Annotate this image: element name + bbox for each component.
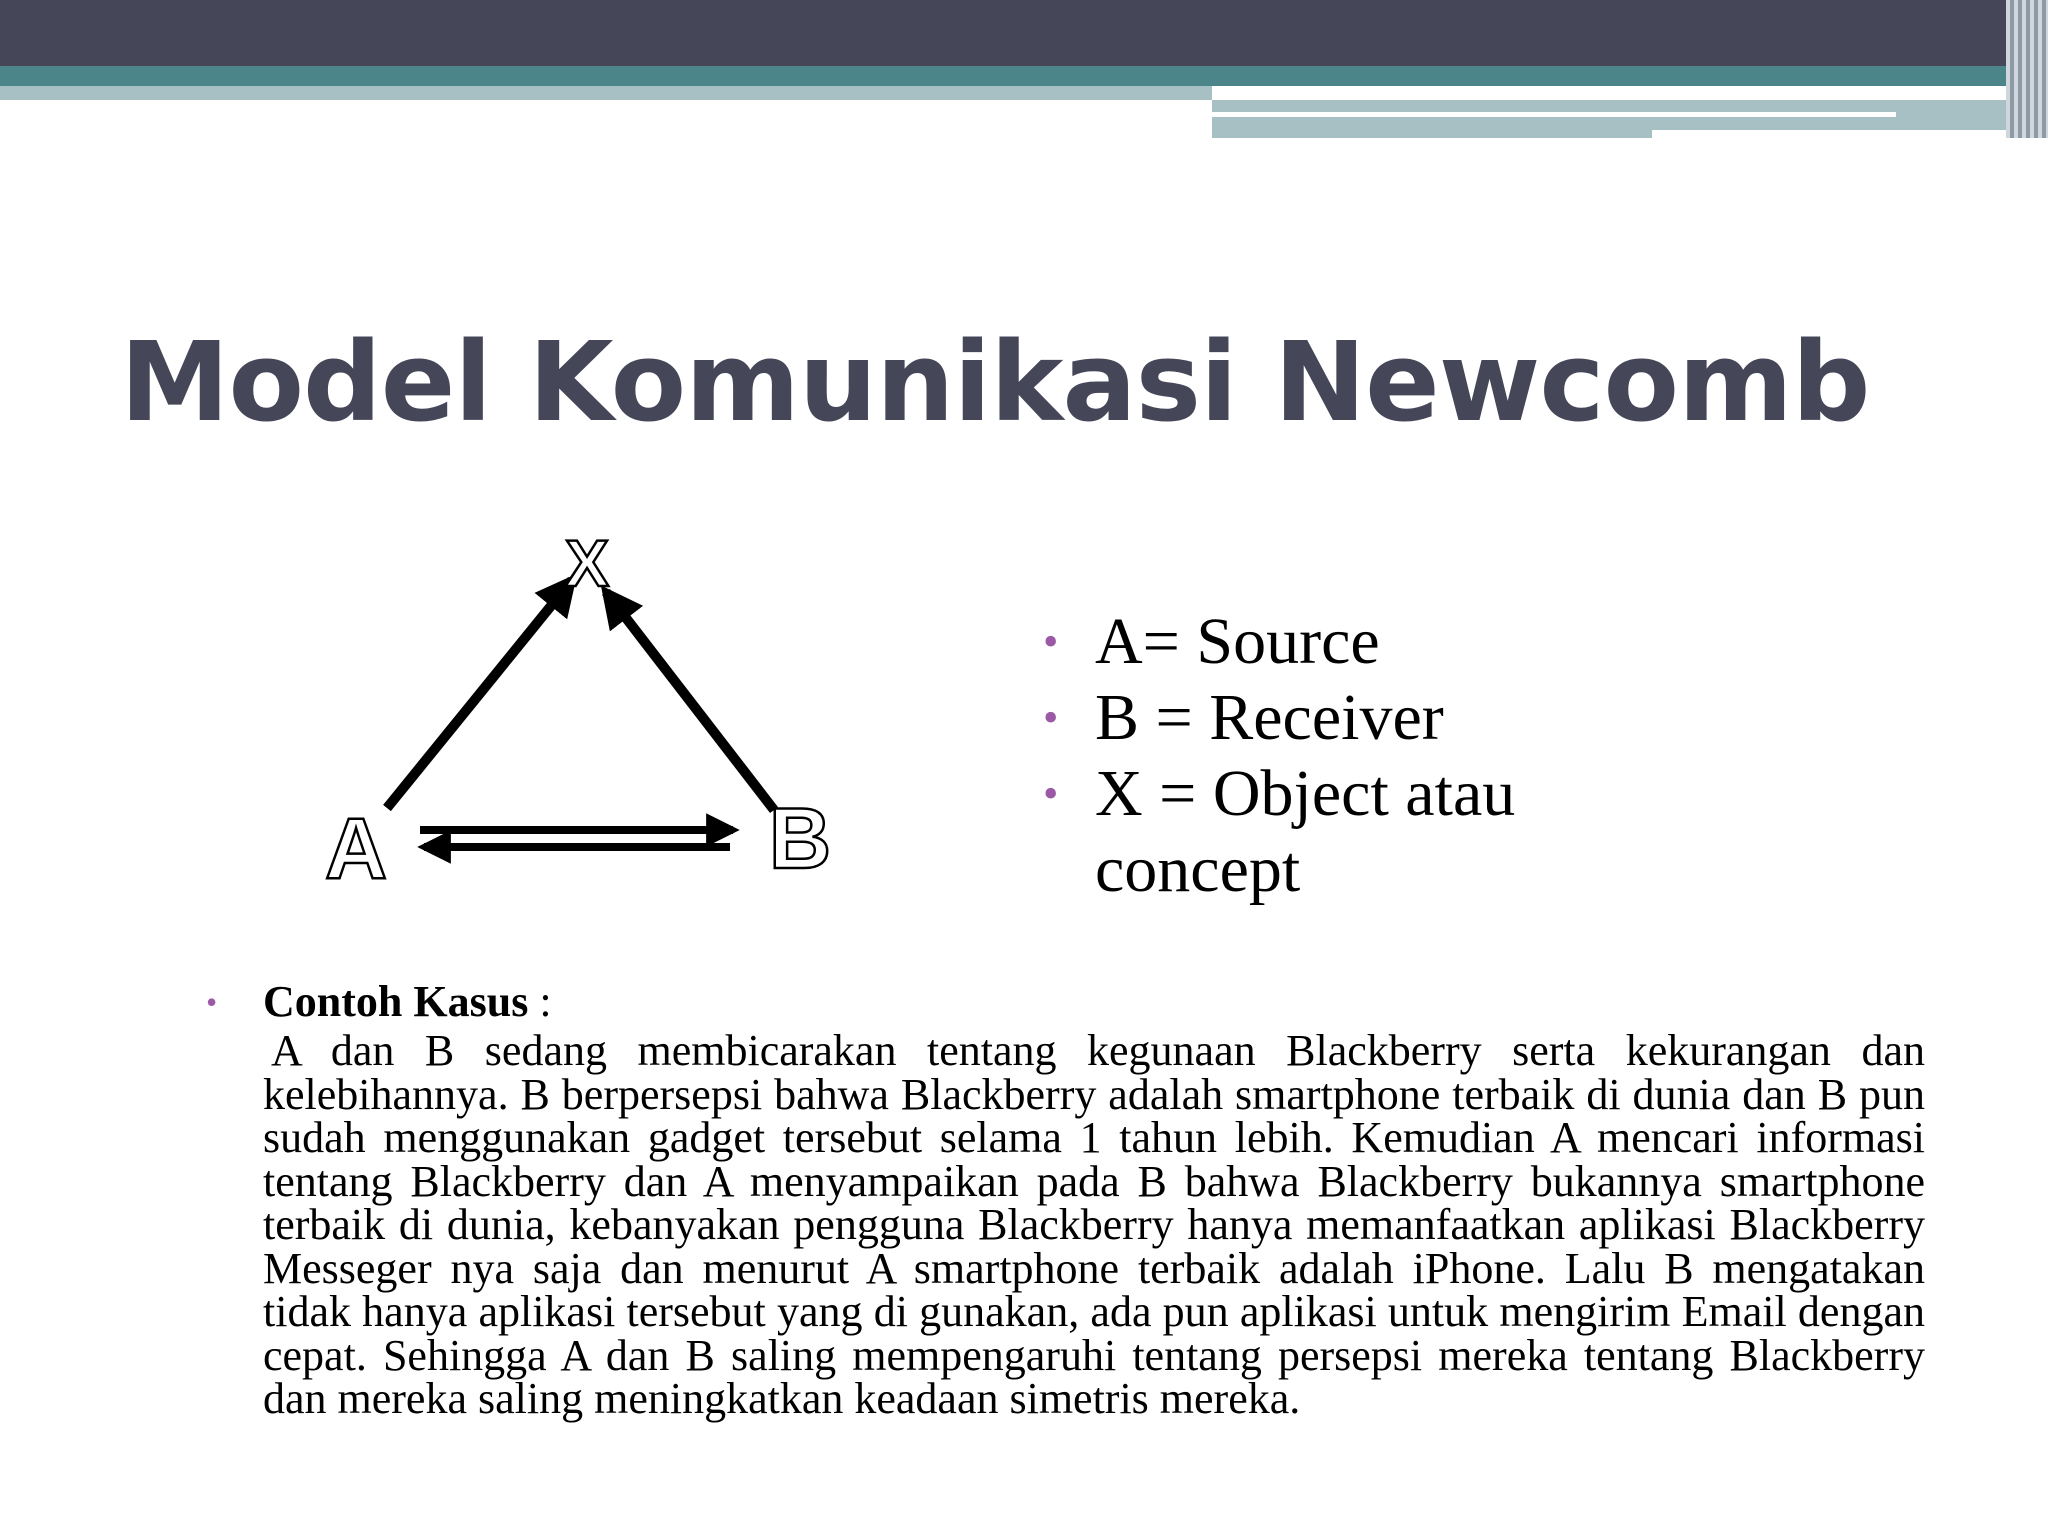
header-band-light	[0, 86, 1212, 100]
bullet-icon: •	[1043, 617, 1059, 666]
bullet-icon: •	[1043, 693, 1059, 742]
legend-item-receiver	[1035, 680, 1675, 756]
node-x-label: X	[564, 526, 610, 600]
case-paragraph: A dan B sedang membicarakan tentang kegunaan Blackberry serta kekurangan dan kelebihannya. B berpersepsi bahwa Blackberry adalah smartphone terbaik di dunia dan B pun sudah menggunakan gadget tersebut selama 1 tahun lebih. Kemudian A mencari informasi tentang Blackberry dan A menyampaikan pada B bahwa Blackberry bukannya smartphone terbaik di dunia, kebanyakan pengguna Blackberry hanya memanfaatkan aplikasi Blackberry Messeger nya saja dan menurut A smartphone terbaik adalah iPhone. Lalu B mengatakan tidak hanya aplikasi tersebut yang di gunakan, ada pun aplikasi untuk mengirim Email dengan cepat. Sehingga A dan B saling mempengaruhi tentang persepsi mereka tentang Blackberry dan mereka saling meningkatkan keadaan simetris mereka.	[263, 1026, 1925, 1423]
arrow-a-to-x	[387, 580, 572, 808]
slide-title: Model Komunikasi Newcomb	[120, 318, 1870, 446]
newcomb-diagram	[300, 520, 860, 900]
case-heading-label: Contoh Kasus	[263, 977, 529, 1026]
legend-item-label: B = Receiver	[1095, 681, 1444, 754]
header-divider-line-short	[1652, 130, 2006, 138]
header-band-teal	[0, 66, 2048, 86]
legend-item-label: A= Source	[1095, 605, 1380, 678]
legend-item-label: X = Object atau concept	[1095, 757, 1516, 906]
bullet-icon: •	[206, 984, 218, 1020]
legend-list	[1035, 604, 1675, 908]
header-divider-line	[1212, 112, 1896, 117]
case-heading	[200, 975, 1925, 1029]
header-band-dark	[0, 0, 2048, 66]
arrow-b-to-x	[606, 592, 774, 810]
header-stripes	[2006, 0, 2048, 138]
node-a-label: A	[324, 801, 388, 897]
bullet-icon: •	[1043, 769, 1059, 818]
case-heading-separator: :	[528, 977, 552, 1026]
legend-item-object	[1035, 756, 1675, 908]
case-section	[200, 975, 1925, 1421]
node-b-label: B	[768, 791, 832, 887]
legend-item-source	[1035, 604, 1675, 680]
